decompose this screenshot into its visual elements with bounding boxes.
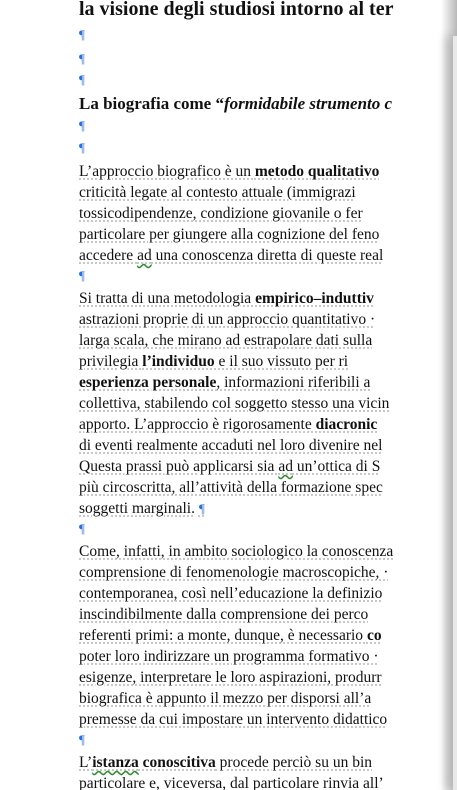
subheading[interactable]: La biografia come “formidabile strumento c xyxy=(79,94,393,113)
overlapping-window-edge xyxy=(453,36,457,790)
text-line[interactable]: particolare per giungere alla cognizione del feno xyxy=(79,226,380,243)
text-line[interactable]: particolare e, viceversa, dal particolare rinvia all’ xyxy=(79,775,384,790)
text-line[interactable]: L’istanza conoscitiva procede perciò su un bin xyxy=(79,754,373,771)
text-line[interactable]: inscindibilmente dalla comprensione dei perco xyxy=(79,606,369,623)
text-line[interactable]: collettiva, stabilendo col soggetto stesso una vicin xyxy=(79,395,390,412)
text-line[interactable]: premesse da cui impostare un intervento didattico xyxy=(79,711,388,728)
paragraph-mark: ¶ xyxy=(79,72,85,87)
text-line[interactable]: criticità legate al contesto attuale (immigrazi xyxy=(79,184,356,201)
text-line[interactable]: astrazioni proprie di un approccio quantitativo · xyxy=(79,311,376,328)
text-line[interactable]: esperienza personale, informazioni riferibili a xyxy=(79,374,371,391)
text-line[interactable]: Come, infatti, in ambito sociologico la conoscenza xyxy=(79,543,394,560)
text-line[interactable]: comprensione di fenomenologie macroscopiche, · xyxy=(79,564,389,581)
text-line[interactable]: Si tratta di una metodologia empirico–induttiv xyxy=(79,290,374,307)
text-line[interactable]: apporto. L’approccio è rigorosamente diacronic xyxy=(79,416,378,433)
paragraph-mark: ¶ xyxy=(79,118,85,133)
paragraph-mark: ¶ xyxy=(79,27,85,42)
text-line[interactable]: di eventi realmente accaduti nel loro divenire nel xyxy=(79,437,383,454)
text-line[interactable]: più circoscritta, all’attività della formazione spec xyxy=(79,479,383,496)
text-line[interactable]: soggetti marginali. ¶ xyxy=(79,500,205,517)
section-heading[interactable]: la visione degli studiosi intorno al ter xyxy=(79,0,394,20)
paragraph-mark: ¶ xyxy=(79,521,85,536)
paragraph-mark: ¶ xyxy=(79,732,85,747)
paragraph-mark: ¶ xyxy=(198,501,205,516)
text-line[interactable]: esigenze, interpretare le loro aspirazioni, produrr xyxy=(79,669,382,686)
text-line[interactable]: accedere ad una conoscenza diretta di queste real xyxy=(79,247,384,264)
paragraph-mark: ¶ xyxy=(79,268,85,283)
text-line[interactable]: larga scala, che mirano ad estrapolare dati sulla xyxy=(79,332,373,349)
text-line[interactable]: L’approccio biografico è un metodo qualitativo xyxy=(79,163,380,180)
text-line[interactable]: poter loro indirizzare un programma formativo · xyxy=(79,648,379,665)
text-line[interactable]: Questa prassi può applicarsi sia ad un’ottica di S xyxy=(79,458,381,475)
paragraph-mark: ¶ xyxy=(79,140,85,155)
text-line[interactable]: biografica è appunto il mezzo per disporsi all’a xyxy=(79,690,372,707)
paragraph-mark: ¶ xyxy=(79,51,85,66)
text-line[interactable]: contemporanea, così nell’educazione la definizio xyxy=(79,585,383,602)
text-line[interactable]: referenti primi: a monte, dunque, è necessario co xyxy=(79,627,382,644)
text-line[interactable]: privilegia l’individuo e il suo vissuto per ri xyxy=(79,353,349,370)
text-line[interactable]: tossicodipendenze, condizione giovanile o fer xyxy=(79,205,363,222)
